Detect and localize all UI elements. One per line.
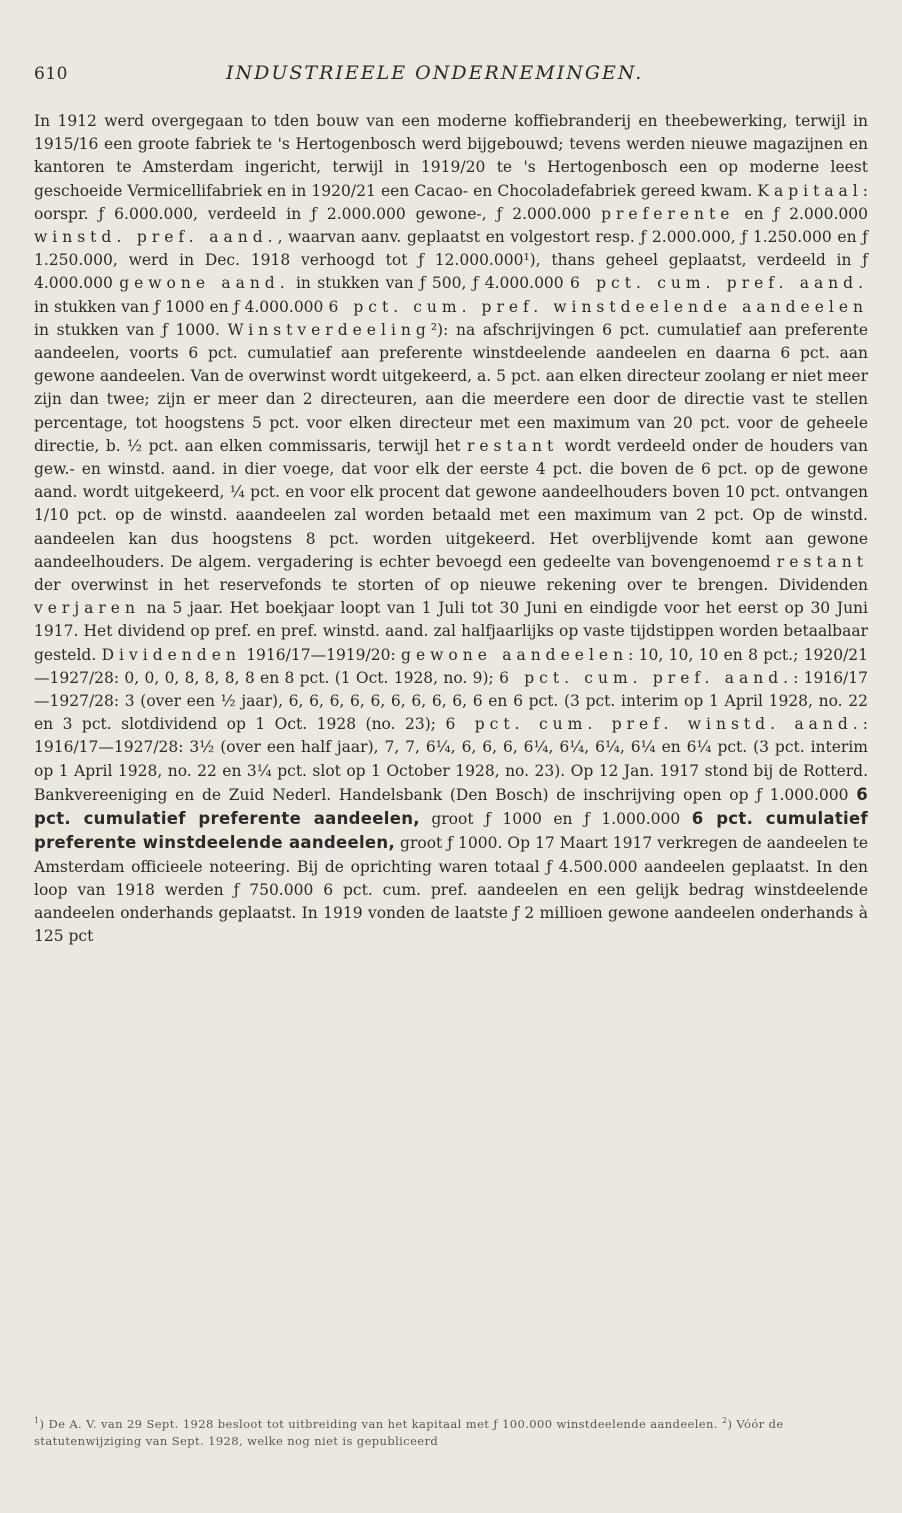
text-run: der overwinst in het reservefonds te storten of op nieuwe rekening over te brengen. Dividenden — [34, 576, 868, 595]
bold-term-pref-winst-aandeelen: 6 pct. cumulatief preferente winstdeelende aandeelen, — [34, 809, 868, 853]
footnote-text: Vóór de statutenwijziging van Sept. 1928, welke nog niet is gepubliceerd — [34, 1416, 784, 1448]
spaced-term-cum-pref-aand: 6 pct. cum. pref. aand. — [499, 668, 794, 687]
spaced-term-gewone-aand: gewone aand. — [119, 274, 290, 293]
spaced-term-kapitaal: Kapitaal — [757, 181, 863, 200]
text-run: ²): na afschrijvingen 6 pct. cumulatief aan preferente aandeelen, voorts 6 pct. cumulatief aan preferente winstdeelende aandeelen en daarna 6 pct. aan gewone aandeelen. Van de overwinst wordt uitgekeerd, a. 5 pct. aan elken directeur zoolang er niet meer zijn dan twee; zijn er meer dan 2 directeuren, aan die meerdere een door de directie vast te stellen percentage, tot hoogstens 5 pct. voor elken directeur met een maximum van 20 pct. voor de geheele directie, b. ½ pct. aan elken commissaris, terwijl het — [34, 320, 868, 455]
text-run: : 1916/17—1927/28: 3 (over een ½ jaar), 6, 6, 6, 6, 6, 6, 6, 6, 6, 6 en 6 pct. (3 pct. interim op 1 April 1928, no. 22 en 3 pct. slotdividend op 1 Oct. 1928 (no. 23); — [34, 668, 868, 734]
footnote: $^1$) De A. V. van 29 Sept. 1928 besloot tot uitbreiding van het kapitaal met ƒ 100.000 winstdeelende aandeelen. $^2$) Vóór de statutenwijziging van Sept. 1928, welke nog niet is gepubliceerd — [34, 1416, 784, 1448]
spaced-term-winstd-pref: winstd. pref. aand. — [34, 228, 278, 247]
text-run: groot ƒ 1000. Op 17 Maart 1917 verkregen de aandeelen te Amsterdam officieele noteering. Bij de oprichting waren totaal ƒ 4.500.000 aandeelen geplaatst. In den loop van 1918 werden ƒ 750.000 6 pct. cum. pref. aandeelen en een gelijk bedrag winstdeelende aandeelen onderhands geplaatst. In 1919 vonden de laatste ƒ 2 millioen gewone aandeelen onderhands à 125 pct — [34, 834, 868, 946]
spaced-term-restant: restant — [466, 436, 559, 455]
spaced-term-cum-pref-aand: 6 pct. cum. pref. aand. — [569, 274, 869, 293]
text-run: : oorspr. ƒ 6.000.000, verdeeld in ƒ 2.000.000 gewone-, ƒ 2.000.000 — [34, 181, 868, 223]
text-run: , waarvan aanv. geplaatst en volgestort resp. ƒ 2.000.000, ƒ 1.250.000 en ƒ 1.250.000, werd in Dec. 1918 verhoogd tot ƒ 12.000.000¹), thans geheel geplaatst, verdeeld in ƒ 4.000.000 — [34, 228, 869, 293]
spaced-term-gewone-aandeelen: gewone aandeelen — [401, 645, 629, 664]
text-run: In 1912 werd overgegaan to tden bouw van een moderne koffiebranderij en theebewerking, terwijl in 1915/16 een groote fabriek te 's Hertogenbosch werd bijgebouwd; tevens werden nieuwe magazijnen en kantoren te Amsterdam ingericht, terwijl in 1919/20 te 's Hertogenbosch een op moderne leest geschoeide Vermicellifabriek en in 1920/21 een Cacao- en Chocoladefabriek gereed kwam. — [34, 112, 868, 200]
body-text — [34, 110, 868, 948]
spaced-term-cum-pref-winst: 6 pct. cum. pref. winstdeelende aandeelen — [328, 297, 869, 316]
text-run: : 10, 10, 10 en 8 pct.; 1920/21—1927/28: 0, 0, 0, 8, 8, 8, 8 en 8 pct. (1 Oct. 1928, no. 9); — [34, 645, 869, 687]
spaced-term-restant: restant — [776, 552, 868, 571]
running-title: INDUSTRIEELE ONDERNEMINGEN. — [226, 62, 644, 84]
spaced-term-winstverdeeling: Winstverdeeling — [227, 320, 431, 339]
bold-term-pref-aandeelen: 6 pct. cumulatief preferente aandeelen, — [34, 784, 868, 829]
page-header — [34, 58, 868, 88]
page-number: 610 — [34, 64, 68, 84]
text-run: in stukken van ƒ 500, ƒ 4.000.000 — [289, 274, 570, 293]
text-run: en ƒ 2.000.000 — [734, 204, 869, 223]
spaced-term-cum-pref-winstd: 6 pct. cum. pref. winstd. aand. — [445, 715, 863, 734]
footnote-marker: 1 — [34, 1416, 40, 1425]
paragraph — [34, 110, 868, 948]
text-run: na 5 jaar. Het boekjaar loopt van 1 Juli tot 30 Juni en eindigde voor het eerst op 30 Juni 1917. Het dividend op pref. en pref. winstd. aand. zal halfjaarlijks op vaste tijdstippen worden betaalbaar gesteld. — [34, 599, 868, 664]
footnote-text: De A. V. van 29 Sept. 1928 besloot tot uitbreiding van het kapitaal met ƒ 100.000 winstdeelende aandeelen. — [44, 1416, 722, 1431]
text-run: wordt verdeeld onder de houders van gew.- en winstd. aand. in dier voege, dat voor elk der eerste 4 pct. die boven de 6 pct. op de gewone aand. wordt uitgekeerd, ¼ pct. en voor elk procent dat gewone aandeelhouders boven 10 pct. ontvangen 1/10 pct. op de winstd. aaandeelen zal worden betaald met een maximum van 2 pct. Op de winstd. aandeelen kan dus hoogstens 8 pct. worden uitgekeerd. Het overblijvende komt aan gewone aandeelhouders. De algem. vergadering is echter bevoegd een gedeelte van bovengenoemd — [34, 436, 868, 571]
text-run: 1916/17—1919/20: — [240, 645, 402, 664]
text-run: groot ƒ 1000 en ƒ 1.000.000 — [419, 810, 692, 829]
text-run: in stukken van ƒ 1000. — [34, 320, 228, 339]
spaced-term-verjaren: verjaren — [34, 599, 140, 618]
spaced-term-preferente: preferente — [601, 204, 735, 223]
spaced-term-dividenden: Dividenden — [101, 645, 241, 664]
footnotes — [34, 1412, 868, 1450]
text-run: in stukken van ƒ 1000 en ƒ 4.000.000 — [34, 297, 329, 316]
footnote-marker: 2 — [721, 1416, 728, 1425]
text-run: : 1916/17—1927/28: 3½ (over een half jaar), 7, 7, 6¼, 6, 6, 6, 6¼, 6¼, 6¼, 6¼ en 6¼ pct. (3 pct. interim op 1 April 1928, no. 22 en 3¼ pct. slot op 1 October 1928, no. 23). Op 12 Jan. 1917 stond bij de Rotterd. Bankvereeniging en de Zuid Nederl. Handelsbank (Den Bosch) de inschrijving open op ƒ 1.000.000 — [34, 715, 868, 804]
